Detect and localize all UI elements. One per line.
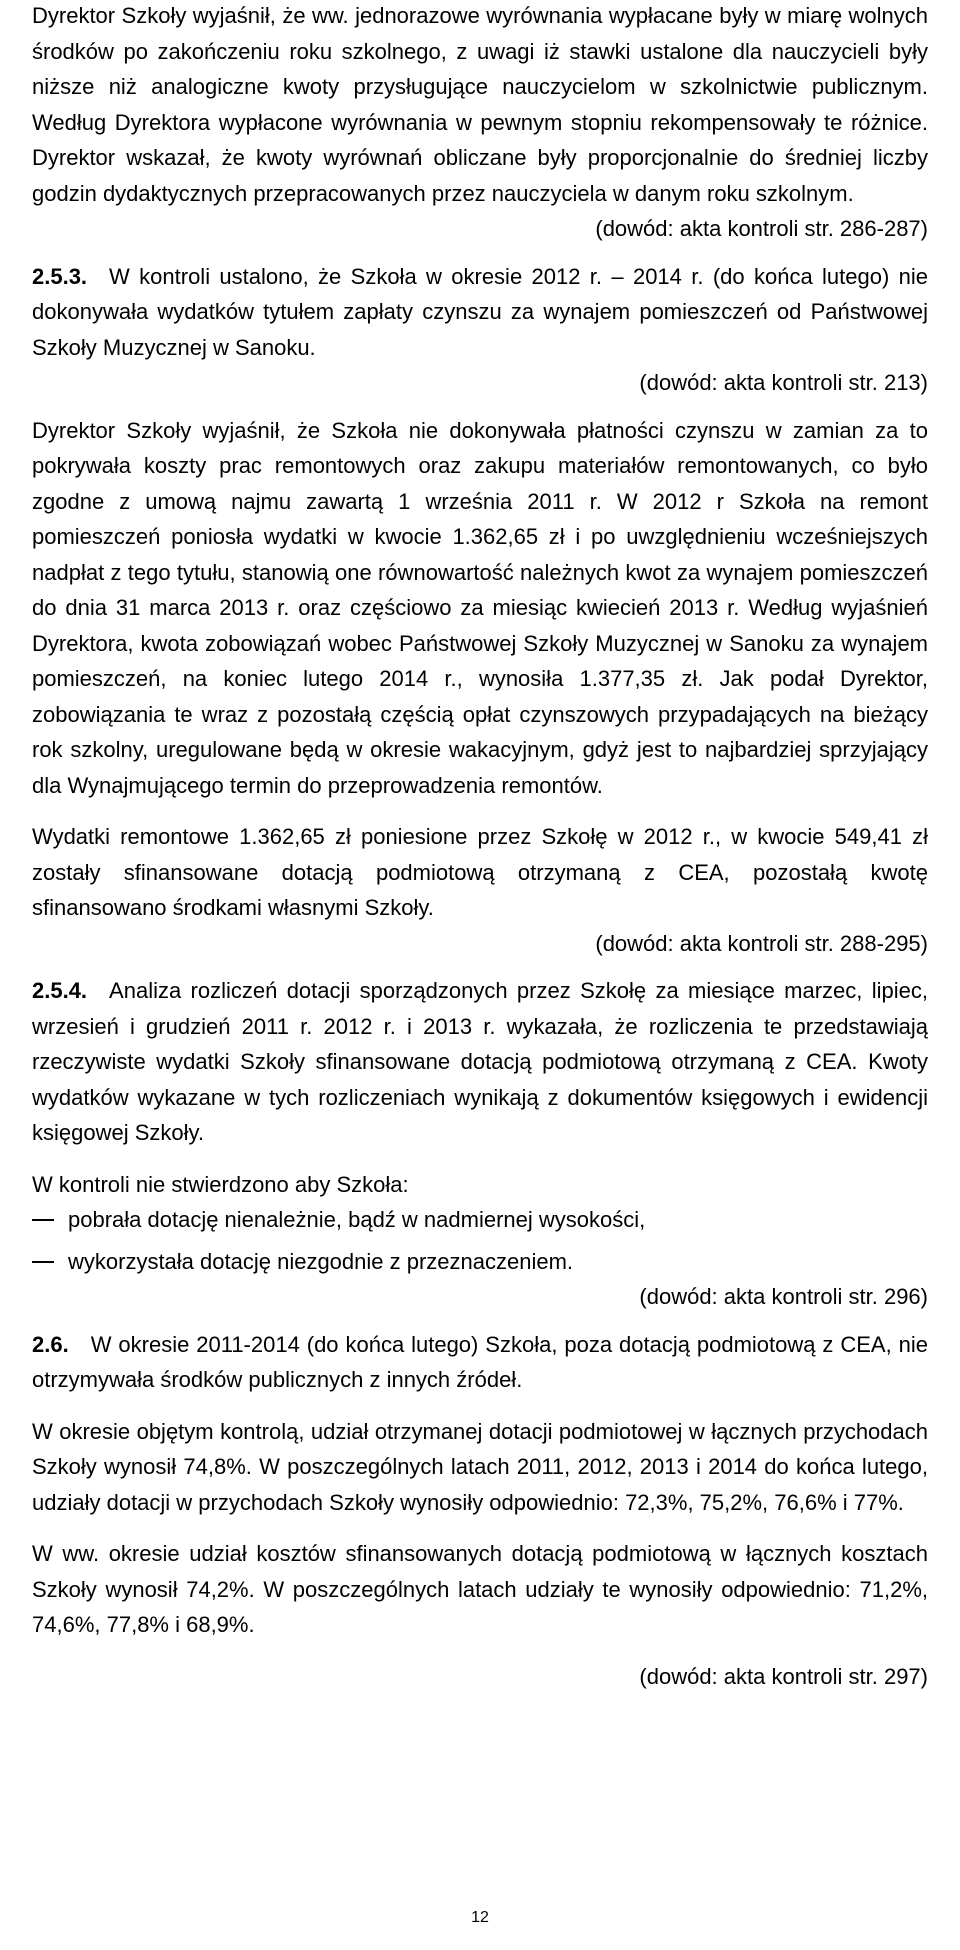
findings-list — [32, 1202, 928, 1279]
paragraph-director-explanation: Dyrektor Szkoły wyjaśnił, że ww. jednorazowe wyrównania wypłacane były w miarę wolnych środków po zakończeniu roku szkolnego, z uwagi iż stawki ustalone dla nauczycieli były niższe niż analogiczne kwoty przysługujące nauczycielom w szkolnictwie publicznym. Według Dyrektora wypłacone wyrównania w pewnym stopniu rekompensowały te różnice. Dyrektor wskazał, że kwoty wyrównań obliczane były proporcjonalnie do średniej liczby godzin dydaktycznych przepracowanych przez nauczyciela w danym roku szkolnym. — [32, 3, 928, 206]
section-text: Analiza rozliczeń dotacji sporządzonych przez Szkołę za miesiące marzec, lipiec, wrzesień i grudzień 2011 r. 2012 r. i 2013 r. wykazała, że rozliczenia te przedstawiają rzeczywiste wydatki Szkoły sfinansowane dotacją podmiotową otrzymaną z CEA. Kwoty wydatków wykazane w tych rozliczeniach wynikają z dokumentów księgowych i ewidencji księgowej Szkoły. — [32, 978, 928, 1145]
evidence-reference: (dowód: akta kontroli str. 213) — [639, 370, 928, 395]
paragraph-findings-intro: W kontroli nie stwierdzono aby Szkoła: — [32, 1171, 409, 1197]
section-number: 2.5.4. — [32, 978, 88, 1003]
paragraph-subsidy-share-revenue: W okresie objętym kontrolą, udział otrzymanej dotacji podmiotowej w łącznych przychodach Szkoły wynosił 74,8%. W poszczególnych latach 2011, 2012, 2013 i 2014 do końca lutego, udziały dotacji w przychodach Szkoły wynosiły odpowiednio: 72,3%, 75,2%, 76,6% i 77%. — [32, 1418, 928, 1515]
dash-bullet-icon — [32, 1261, 54, 1263]
section-number: 2.5.3. — [32, 263, 88, 289]
section-2-5-4 — [32, 973, 928, 1151]
evidence-reference: (dowód: akta kontroli str. 296) — [639, 1284, 928, 1309]
document-page — [32, 0, 928, 1706]
section-number: 2.6. — [32, 1331, 69, 1357]
section-text: W okresie 2011-2014 (do końca lutego) Szkoła, poza dotacją podmiotową z CEA, nie otrzymywała środków publicznych z innych źródeł. — [32, 1331, 928, 1392]
list-item: wykorzystała dotację niezgodnie z przeznaczeniem. — [32, 1244, 928, 1280]
evidence-reference: (dowód: akta kontroli str. 288-295) — [595, 930, 928, 956]
dash-bullet-icon — [32, 1219, 54, 1221]
paragraph-subsidy-share-costs: W ww. okresie udział kosztów sfinansowanych dotacją podmiotową w łącznych kosztach Szkoły wynosił 74,2%. W poszczególnych latach udziały te wynosiły odpowiednio: 71,2%, 74,6%, 77,8% i 68,9%. — [32, 1541, 928, 1637]
evidence-reference: (dowód: akta kontroli str. 286-287) — [595, 216, 928, 241]
page-number: 12 — [471, 1909, 489, 1926]
list-item: pobrała dotację nienależnie, bądź w nadmiernej wysokości, — [32, 1202, 928, 1238]
paragraph-rent-explanation: Dyrektor Szkoły wyjaśnił, że Szkoła nie dokonywała płatności czynszu w zamian za to pokrywała koszty prac remontowych oraz zakupu materiałów remontowanych, co było zgodne z umową najmu zawartą 1 września 2011 r. W 2012 r Szkoła na remont pomieszczeń poniosła wydatki w kwocie 1.362,65 zł i po uwzględnieniu wcześniejszych nadpłat z tego tytułu, stanowią one równowartość należnych kwot za wynajem pomieszczeń do dnia 31 marca 2013 r. oraz częściowo za miesiąc kwiecień 2013 r. Według wyjaśnień Dyrektora, kwota zobowiązań wobec Państwowej Szkoły Muzycznej w Sanoku za wynajem pomieszczeń, na koniec lutego 2014 r., wynosiła 1.377,35 zł. Jak podał Dyrektor, zobowiązania te wraz z pozostałą częścią opłat czynszowych przypadających na bieżący rok szkolny, uregulowane będą w okresie wakacyjnym, gdyż jest to najbardziej sprzyjający dla Wynajmującego termin do przeprowadzenia remontów. — [32, 417, 928, 798]
paragraph-renovation-expenses: Wydatki remontowe 1.362,65 zł poniesione przez Szkołę w 2012 r., w kwocie 549,41 zł zostały sfinansowane dotacją podmiotową otrzymaną z CEA, pozostałą kwotę sfinansowano środkami własnymi Szkoły. — [32, 824, 928, 920]
section-text: W kontroli ustalono, że Szkoła w okresie 2012 r. – 2014 r. (do końca lutego) nie dokonywała wydatków tytułem zapłaty czynszu za wynajem pomieszczeń od Państwowej Szkoły Muzycznej w Sanoku. — [32, 263, 928, 360]
evidence-reference: (dowód: akta kontroli str. 297) — [639, 1663, 928, 1689]
section-2-5-3 — [32, 259, 928, 366]
section-2-6 — [32, 1327, 928, 1398]
